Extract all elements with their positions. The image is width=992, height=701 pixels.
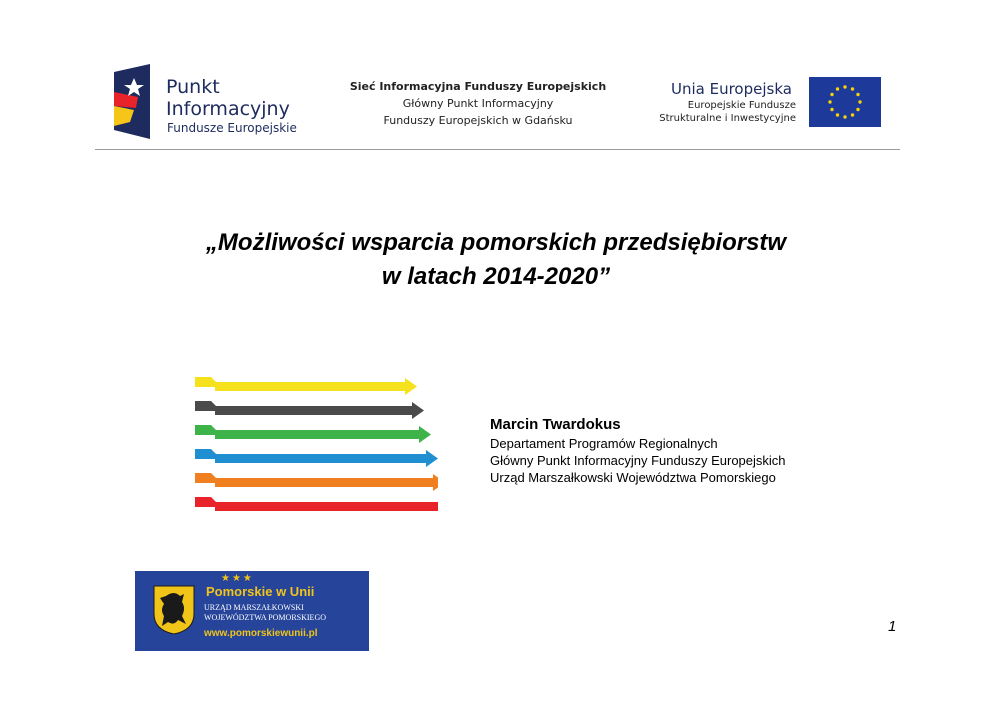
arrow-1	[195, 377, 417, 395]
eu-star-icon	[830, 108, 833, 111]
arrow-6	[195, 497, 438, 515]
eu-star-icon	[843, 115, 846, 118]
pomorskie-url[interactable]: www.pomorskiewunii.pl	[204, 628, 318, 639]
pomorskie-line3: WOJEWÓDZTWA POMORSKIEGO	[204, 613, 326, 622]
arrow-5	[195, 473, 438, 491]
punkt-title-line1: Punkt	[166, 76, 220, 98]
pomorskie-title: Pomorskie w Unii	[206, 584, 315, 599]
siec-title: Sieć Informacyjna Funduszy Europejskich	[349, 80, 607, 93]
punkt-subtitle: Fundusze Europejskie	[167, 121, 297, 135]
author-department: Departament Programów Regionalnych	[490, 436, 718, 451]
eu-star-icon	[851, 113, 854, 116]
arrow-4	[195, 449, 438, 467]
ue-line2: Europejskie Fundusze	[687, 100, 796, 111]
eu-star-icon	[851, 87, 854, 90]
author-office: Urząd Marszałkowski Województwa Pomorskiego	[490, 470, 776, 485]
eu-flag-icon	[809, 77, 881, 127]
eu-star-icon	[830, 93, 833, 96]
eu-star-icon	[843, 85, 846, 88]
siec-line2: Główny Punkt Informacyjny	[402, 97, 554, 110]
eu-star-icon	[856, 93, 859, 96]
header-divider	[95, 149, 900, 150]
eu-star-icon	[856, 108, 859, 111]
eu-star-icon	[836, 113, 839, 116]
arrow-2	[195, 401, 424, 419]
page-number: 1	[888, 618, 897, 635]
arrow-3	[195, 425, 431, 443]
author-name: Marcin Twardokus	[490, 416, 621, 433]
colored-arrows-graphic	[193, 373, 438, 523]
ue-title: Unia Europejska	[671, 80, 792, 98]
presentation-title-line2: w latach 2014-2020”	[381, 263, 611, 290]
eu-star-icon	[828, 100, 831, 103]
pomorskie-stars: ★★★	[221, 573, 254, 584]
punkt-title-line2: Informacyjny	[166, 98, 290, 120]
pomorskie-line2: URZĄD MARSZAŁKOWSKI	[204, 603, 304, 612]
presentation-title-line1: „Możliwości wsparcia pomorskich przedsiębiorstw	[205, 229, 787, 256]
siec-line3: Funduszy Europejskich w Gdańsku	[383, 114, 573, 127]
ue-line3: Strukturalne i Inwestycyjne	[659, 113, 796, 124]
eu-star-icon	[836, 87, 839, 90]
griffin-crest-icon	[152, 584, 196, 636]
author-unit: Główny Punkt Informacyjny Funduszy Europejskich	[490, 453, 786, 468]
eu-star-icon	[858, 100, 861, 103]
